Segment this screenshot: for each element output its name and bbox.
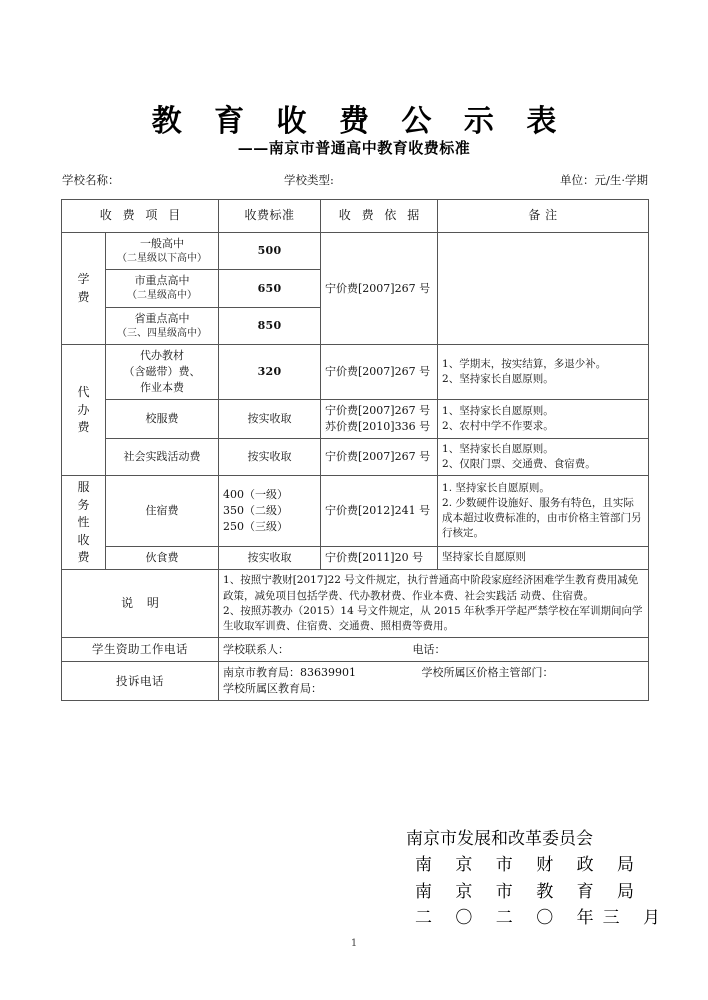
remark-line: 2、仅限门票、交通费、食宿费。 (442, 458, 596, 471)
fee-basis-uniform (321, 400, 438, 439)
fee-remark-meal: 坚持家长自愿原则 (438, 546, 649, 570)
group-label-agency-fee (62, 345, 106, 476)
standard-line: 350（二级） (223, 504, 289, 518)
contact-row-student-aid (62, 638, 649, 662)
fee-item-name: 一般高中 (140, 237, 184, 250)
school-contact-person-label: 学校联系人： (223, 642, 290, 656)
school-type-label: 学校类型: (284, 173, 334, 187)
remark-line: 1、坚持家长自愿原则。 (442, 404, 554, 417)
fee-item-name: 市重点高中 (134, 274, 190, 288)
remark-line: 2、农村中学不作要求。 (442, 420, 554, 433)
fee-item-uniform: 校服费 (106, 400, 219, 439)
explanation-label: 说 明 (62, 570, 219, 638)
remark-line: 2、坚持家长自愿原则。 (442, 373, 554, 386)
student-aid-phone-label: 学生资助工作电话 (62, 638, 219, 662)
fee-standard-value: 按实收取 (219, 400, 321, 439)
group-char: 收 (77, 532, 90, 547)
page-number: 1 (350, 938, 358, 949)
table-row (62, 476, 649, 546)
district-education-bureau-label: 学校所属区教育局： (223, 681, 323, 695)
table-header-row (62, 200, 649, 233)
fee-item-subname2: 作业本费 (140, 381, 184, 395)
explanation-body (219, 570, 649, 638)
contact-row-complaint (62, 661, 649, 700)
explanation-line: 2、按照苏教办（2015）14 号文件规定，从 2015 年秋季开学起严禁学校在军训期间向学生收取军训费、住宿费、交通费、照相费等费用。 (223, 604, 643, 633)
explanation-row (62, 570, 649, 638)
student-aid-phone-fields (219, 638, 649, 662)
fee-remark-textbook (438, 345, 649, 400)
signature-line-education-bureau: 南 京 市 教 育 局 (415, 881, 644, 902)
fee-remark-uniform (438, 400, 649, 439)
fee-basis-meal: 宁价费[2011]20 号 (321, 546, 438, 570)
complaint-phone-label: 投诉电话 (62, 661, 219, 700)
group-char: 费 (77, 420, 90, 435)
fee-standard-value: 650 (219, 270, 321, 307)
fee-basis-accommodation: 宁价费[2012]241 号 (321, 476, 438, 546)
page-subtitle: ——南京市普通高中教育收费标准 (237, 139, 471, 157)
remark-line: 1. 坚持家长自愿原则。 (442, 481, 550, 494)
fee-item-subname: （二星级以下高中） (117, 252, 207, 264)
complaint-line-1 (223, 665, 644, 681)
column-header-standard: 收费标准 (219, 200, 321, 233)
unit-label: 单位：元/生·学期 (559, 173, 648, 187)
phone-label: 电话： (412, 642, 446, 656)
basis-line: 苏价费[2010]336 号 (325, 420, 431, 434)
school-name-label: 学校名称： (62, 173, 120, 187)
signature-line-ndrc: 南京市发展和改革委员会 (406, 829, 593, 849)
group-label-tuition (62, 233, 106, 345)
fee-item-name: 代办教材 (140, 349, 184, 363)
fee-item-social-practice: 社会实践活动费 (106, 439, 219, 476)
fee-item-textbook (106, 345, 219, 400)
fee-item-subname: （三、四星级高中） (117, 327, 207, 339)
table-row (62, 400, 649, 439)
standard-line: 250（三级） (223, 520, 289, 534)
nanjing-education-bureau-phone: 南京市教育局：83639901 (223, 665, 357, 679)
table-row (62, 439, 649, 476)
group-label-service-fee (62, 476, 106, 570)
group-char: 服 (77, 480, 90, 495)
complaint-phone-fields (219, 661, 649, 700)
explanation-line: 1、按照宁教财[2017]22 号文件规定，执行普通高中阶段家庭经济困难学生教育费用减免政策，减免项目包括学费、代办教材费、作业本费、社会实践活 动费、住宿费。 (223, 574, 639, 602)
fee-remark-accommodation (438, 476, 649, 546)
group-char: 费 (77, 550, 90, 564)
signature-date: 二 〇 二 〇 年三 月 (415, 908, 670, 929)
column-header-basis: 收 费 依 据 (321, 200, 438, 233)
signature-block (406, 826, 670, 931)
fee-remark-social-practice (438, 439, 649, 476)
fee-standard-value: 320 (219, 345, 321, 400)
table-row (62, 345, 649, 400)
fee-basis-tuition: 宁价费[2007]267 号 (321, 233, 438, 345)
column-header-item: 收 费 项 目 (62, 200, 219, 233)
table-row (62, 546, 649, 570)
group-char: 性 (77, 515, 90, 530)
fee-standard-value: 500 (219, 233, 321, 270)
fee-remark-tuition (438, 233, 649, 345)
group-char: 费 (77, 289, 90, 304)
fee-basis-textbook: 宁价费[2007]267 号 (321, 345, 438, 400)
fee-item-subname: （二星级高中） (127, 290, 197, 302)
fee-item-name: 省重点高中 (134, 311, 190, 325)
basis-line: 宁价费[2007]267 号 (325, 404, 431, 418)
remark-line: 1、坚持家长自愿原则。 (442, 443, 554, 455)
fee-item-subname: （含磁带）费、 (123, 365, 201, 379)
fee-item-city-key-highschool (106, 270, 219, 307)
group-char: 办 (77, 402, 90, 417)
fee-item-general-highschool (106, 233, 219, 270)
fee-standard-value: 850 (219, 307, 321, 344)
remark-line: 2. 少数硬件设施好、服务有特色，且实际成本超过收费标准的，由市价格主管部门另行核定。 (442, 496, 642, 540)
group-char: 学 (77, 272, 90, 287)
fee-item-meal: 伙食费 (106, 546, 219, 570)
header-fields (62, 172, 648, 190)
group-char: 代 (77, 385, 90, 400)
page-title: 教 育 收 费 公 示 表 (151, 104, 568, 139)
fee-standard-accommodation (219, 476, 321, 546)
remark-line: 1、学期末，按实结算，多退少补。 (442, 358, 607, 370)
fee-item-accommodation: 住宿费 (106, 476, 219, 546)
group-char: 务 (77, 497, 90, 512)
district-price-authority-label: 学校所属区价格主管部门： (421, 665, 554, 679)
fee-item-province-key-highschool (106, 307, 219, 344)
standard-line: 400（一级） (223, 488, 289, 502)
fee-table (61, 199, 649, 701)
fee-standard-value: 按实收取 (219, 439, 321, 476)
column-header-remark: 备 注 (438, 200, 649, 233)
table-row (62, 233, 649, 270)
fee-standard-value: 按实收取 (219, 546, 321, 570)
fee-basis-social-practice: 宁价费[2007]267 号 (321, 439, 438, 476)
signature-line-finance-bureau: 南 京 市 财 政 局 (415, 855, 644, 876)
